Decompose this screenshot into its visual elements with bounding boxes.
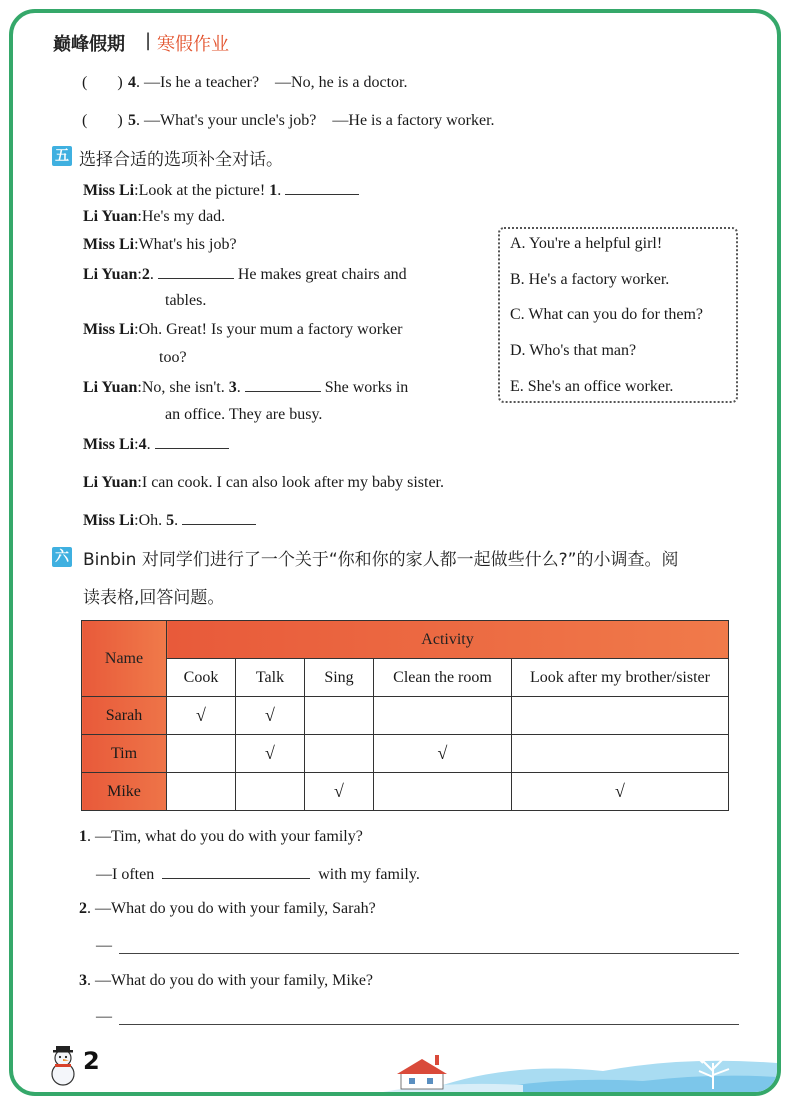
column-header: Sing	[305, 659, 374, 697]
name-header: Name	[82, 621, 167, 697]
colon: :	[134, 512, 139, 529]
page-number: 2	[83, 1047, 100, 1075]
dialog-continuation: an office. They are busy.	[165, 406, 323, 423]
question-number: 1	[79, 828, 87, 845]
snowman-icon	[43, 1043, 83, 1087]
question-text: . —Tim, what do you do with your family?	[87, 828, 363, 845]
row-name: Tim	[82, 735, 167, 773]
column-header: Look after my brother/sister	[512, 659, 729, 697]
question-text: . —What do you do with your family, Sarah?	[87, 900, 376, 917]
blank-number: 1	[269, 182, 278, 199]
question-line	[79, 900, 376, 918]
survey-table	[81, 620, 729, 811]
row-name: Mike	[82, 773, 167, 811]
speaker-name: Li Yuan	[83, 379, 138, 396]
table-cell	[305, 697, 374, 735]
table-cell: √	[236, 697, 305, 735]
book-title: 巅峰假期	[53, 34, 125, 55]
table-cell: √	[374, 735, 512, 773]
table-cell: √	[305, 773, 374, 811]
speaker-name: Miss Li	[83, 182, 135, 199]
answer-line-blank[interactable]	[119, 953, 739, 954]
table-row	[82, 735, 729, 773]
colon: :	[134, 236, 139, 253]
dialog-text: She works in	[324, 379, 409, 396]
colon: :	[134, 182, 139, 199]
table-cell	[167, 735, 236, 773]
dialog-text: What's his job?	[138, 236, 237, 253]
blank-number: 2	[141, 266, 150, 283]
table-cell: √	[167, 697, 236, 735]
blank-number: 4	[138, 436, 147, 453]
dialog-text: .	[277, 182, 286, 199]
dialog-text: He's my dad.	[141, 208, 226, 225]
option-c: C. What can you do for them?	[510, 306, 703, 323]
question-text: . —Is he a teacher? —No, he is a doctor.	[136, 74, 408, 91]
answer-paren-open[interactable]: (	[82, 112, 88, 129]
answer-blank[interactable]	[162, 864, 310, 879]
answer-line-blank[interactable]	[119, 1024, 739, 1025]
speaker-name: Miss Li	[83, 321, 135, 338]
dialog-line: Li Yuan:No, she isn't. 3. She works in	[83, 379, 409, 396]
colon: :	[134, 436, 139, 453]
table-cell: √	[236, 735, 305, 773]
answer-blank[interactable]	[245, 377, 321, 392]
winter-scene-illustration	[383, 1041, 777, 1092]
table-cell	[305, 735, 374, 773]
dialog-text: No, she isn't.	[141, 379, 229, 396]
table-cell	[512, 697, 729, 735]
colon: :	[137, 266, 142, 283]
option-b: B. He's a factory worker.	[510, 271, 670, 288]
activity-header: Activity	[167, 621, 729, 659]
question-row	[82, 107, 495, 130]
table-row	[82, 773, 729, 811]
column-header: Clean the room	[374, 659, 512, 697]
dialog-continuation: too?	[159, 349, 187, 366]
table-cell: √	[512, 773, 729, 811]
table-cell	[374, 697, 512, 735]
blank-number: 5	[166, 512, 175, 529]
dialog-text: Oh.	[138, 512, 167, 529]
section-title-cont: 读表格,回答问题。	[83, 588, 225, 608]
answer-paren-open[interactable]: (	[82, 74, 88, 91]
colon: :	[137, 379, 142, 396]
dialog-line	[83, 236, 237, 254]
question-number: 5	[128, 112, 136, 129]
answer-line	[96, 864, 420, 884]
table-cell	[167, 773, 236, 811]
workbook-page	[9, 9, 781, 1096]
speaker-name: Li Yuan	[83, 474, 138, 491]
answer-prefix: —I often	[96, 866, 155, 883]
options-box	[498, 227, 738, 403]
column-header: Cook	[167, 659, 236, 697]
table-cell	[236, 773, 305, 811]
dialog-continuation: tables.	[165, 292, 207, 309]
dialog-line	[83, 321, 402, 339]
blank-number: 3	[228, 379, 237, 396]
section-title: 选择合适的选项补全对话。	[79, 150, 283, 170]
speaker-name: Miss Li	[83, 436, 135, 453]
answer-blank[interactable]	[182, 510, 256, 525]
colon: :	[134, 321, 139, 338]
dialog-text: I can cook. I can also look after my baby sister.	[141, 474, 444, 491]
option-d: D. Who's that man?	[510, 342, 637, 359]
answer-blank[interactable]	[158, 264, 234, 279]
answer-suffix: with my family.	[318, 866, 420, 883]
dialog-text: Look at the picture!	[138, 182, 270, 199]
header-separator: |	[145, 30, 152, 51]
table-row	[82, 697, 729, 735]
speaker-name: Miss Li	[83, 512, 135, 529]
answer-paren-close: )	[117, 74, 123, 91]
question-number: 4	[128, 74, 136, 91]
question-row	[82, 69, 407, 92]
colon: :	[137, 474, 142, 491]
speaker-name: Li Yuan	[83, 266, 138, 283]
question-text: . —What's your uncle's job? —He is a factory worker.	[136, 112, 495, 129]
answer-blank[interactable]	[285, 180, 359, 195]
dialog-text: He makes great chairs and	[237, 266, 407, 283]
book-subtitle: 寒假作业	[157, 34, 229, 55]
speaker-name: Li Yuan	[83, 208, 138, 225]
answer-blank[interactable]	[155, 434, 229, 449]
speaker-name: Miss Li	[83, 236, 135, 253]
column-header: Talk	[236, 659, 305, 697]
section-title: Binbin 对同学们进行了一个关于“你和你的家人都一起做些什么?”的小调查。阅	[83, 550, 679, 570]
answer-dash: —	[96, 937, 112, 954]
option-a: A. You're a helpful girl!	[510, 235, 663, 252]
dialog-line	[83, 208, 225, 226]
colon: :	[137, 208, 142, 225]
row-name: Sarah	[82, 697, 167, 735]
answer-dash: —	[96, 1008, 112, 1025]
answer-paren-close: )	[117, 112, 123, 129]
dialog-text: Oh. Great! Is your mum a factory worker	[138, 321, 403, 338]
section-badge: 五	[52, 146, 72, 166]
table-cell	[374, 773, 512, 811]
dialog-line	[83, 180, 359, 200]
question-line	[79, 972, 373, 990]
dialog-line	[83, 474, 444, 492]
dialog-line: Miss Li:4.	[83, 434, 229, 454]
dialog-line: Li Yuan:2. He makes great chairs and	[83, 266, 407, 283]
table-cell	[512, 735, 729, 773]
option-e: E. She's an office worker.	[510, 378, 674, 395]
question-number: 3	[79, 972, 87, 989]
question-number: 2	[79, 900, 87, 917]
dialog-line: Miss Li:Oh. 5.	[83, 510, 256, 530]
question-text: . —What do you do with your family, Mike?	[87, 972, 374, 989]
question-line	[79, 828, 363, 846]
section-badge: 六	[52, 547, 72, 567]
